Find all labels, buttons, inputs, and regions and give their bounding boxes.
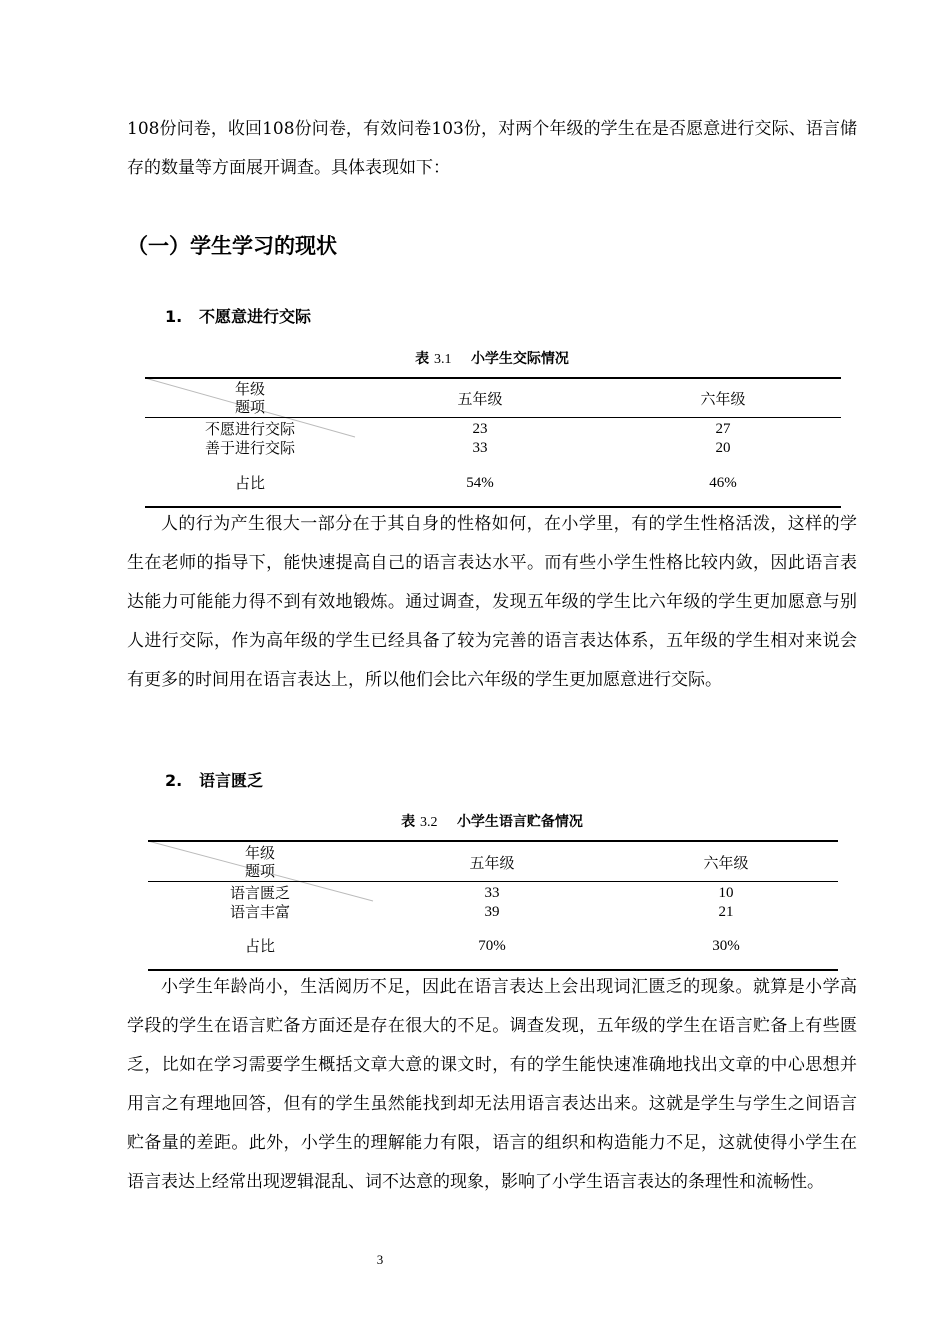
intro-paragraph: 108份问卷，收回108份问卷，有效问卷103份，对两个年级的学生在是否愿意进行交际、语言储存的数量等方面展开调查。具体表现如下： [127,119,857,178]
row-label: 语言丰富 [229,903,290,921]
table-header-rule [148,881,838,882]
table-cell: 33 [484,885,500,901]
table-caption-1 [127,348,857,368]
column-header: 五年级 [469,854,515,872]
table-cell: 20 [715,440,731,456]
caption-label: 表 [415,351,430,367]
body-paragraph-1: 人的行为产生很大一部分在于其自身的性格如何，在小学里，有的学生性格活泼，这样的学生在老师的指导下，能快速提高自己的语言表达水平。而有些小学生性格比较内敛，因此语言表达能力可能能力得不到有效地锻炼。通过调查，发现五年级的学生比六年级的学生更加愿意与别人进行交际，作为高年级的学生已经具备了较为完善的语言表达体系，五年级的学生相对来说会有更多的时间用在语言表达上，所以他们会比六年级的学生更加愿意进行交际。 [127,514,857,690]
subsection-number: 1. [165,307,183,326]
subsection-heading-1 [165,304,311,327]
column-header: 六年级 [703,854,749,872]
header-bottom-label: 题项 [234,398,265,416]
table-top-rule [145,377,841,379]
table-cell: 33 [472,440,488,456]
row-label: 占比 [244,937,275,955]
table-cell: 10 [718,885,734,901]
row-label: 善于进行交际 [204,439,295,457]
subsection-title: 语言匮乏 [199,771,264,790]
subsection-number: 2. [165,771,183,790]
subsection-title: 不愿意进行交际 [199,307,312,326]
caption-number: 3.1 [433,352,452,367]
caption-title: 小学生语言贮备情况 [456,814,583,830]
section-title: （一）学生学习的现状 [127,234,337,258]
table-cell: 23 [472,421,488,437]
table-caption-2 [127,811,857,831]
header-top-label: 年级 [234,380,265,398]
table-2 [148,840,838,973]
table-cell: 21 [718,904,734,920]
table-top-rule [148,840,838,842]
table-header-rule [145,417,841,418]
body-paragraph-2: 小学生年龄尚小，生活阅历不足，因此在语言表达上会出现词汇匮乏的现象。就算是小学高学段的学生在语言贮备方面还是存在很大的不足。调查发现，五年级的学生在语言贮备上有些匮乏，比如在学习需要学生概括文章大意的课文时，有的学生能快速准确地找出文章的中心思想并用言之有理地回答，但有的学生虽然能找到却无法用语言表达出来。这就是学生与学生之间语言贮备量的差距。此外，小学生的理解能力有限，语言的组织和构造能力不足，这就使得小学生在语言表达上经常出现逻辑混乱、词不达意的现象，影响了小学生语言表达的条理性和流畅性。 [127,977,857,1192]
row-label: 占比 [234,474,265,492]
row-label: 不愿进行交际 [204,420,295,438]
table-cell: 70% [478,938,506,954]
column-header: 六年级 [700,390,746,408]
table-1 [145,377,841,509]
header-top-label: 年级 [244,844,275,862]
caption-label: 表 [401,814,416,830]
table-cell: 46% [709,475,737,491]
column-header: 五年级 [457,390,503,408]
subsection-heading-2 [165,768,263,791]
table-cell: 27 [715,421,731,437]
caption-title: 小学生交际情况 [470,351,569,367]
header-bottom-label: 题项 [244,862,275,880]
row-label: 语言匮乏 [229,884,290,902]
caption-number: 3.2 [419,815,438,830]
table-cell: 39 [484,904,500,920]
table-cell: 54% [466,475,494,491]
page-number: 3 [376,1252,384,1267]
table-cell: 30% [712,938,740,954]
